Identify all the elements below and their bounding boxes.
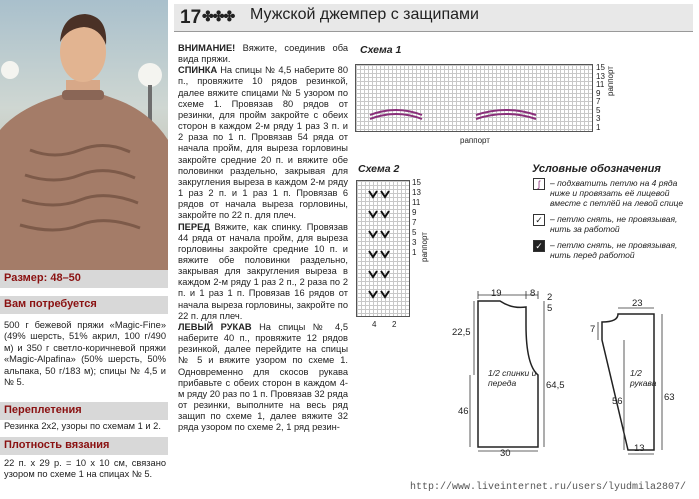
- legend-item-1: – подхватить петлю на 4 ряда ниже и провязать её лицевой вместе с петлёй на левой спице: [550, 178, 684, 208]
- scheme2-grid: [356, 180, 410, 317]
- slip-front-icon: ✓: [533, 240, 545, 252]
- scheme2-rapport-vertical: раппорт: [420, 232, 429, 262]
- body-piece-label: 1/2 спинки и переда: [488, 368, 537, 388]
- legend-item-2: – петлю снять, не провязывая, нить за работой: [550, 214, 678, 234]
- gauge-heading: Плотность вязания: [0, 437, 168, 455]
- dim-7: 7: [590, 324, 596, 335]
- man-in-sweater-illustration: [0, 0, 168, 270]
- scheme1-row-numbers: 15 13 11 9 7 5 3 1: [596, 63, 605, 132]
- dim-2: 2: [547, 292, 553, 303]
- stitches-heading: Переплетения: [0, 402, 168, 420]
- front-label: ПЕРЕД: [178, 221, 210, 232]
- scheme2-row-numbers: 15 13 11 9 7 5 3 1: [412, 178, 421, 257]
- sleeve-piece-label: 1/2 рукава: [630, 368, 657, 388]
- materials-text: 500 г бежевой пряжи «Magic-Fine» (49% шерсть, 51% акрил, 100 г/490 м) и 350 г светло-коричневой пряжи «Magic-Alpafina» (50% шерсть, 50% альпака, 50 г/183 м); спицы № 4,5 и № 5.: [4, 320, 166, 388]
- scheme2-col-4: 4: [372, 320, 377, 329]
- front-text: Вяжите, как спинку. Провязав 44 ряда от начала пройм, для выреза горловины закройте средние 10 п. и вяжите обе половинки раздельно, закрывая для закругления выреза в каждом 2-м ряду 1 раз 2 п., 2 раза по 2 п. и 1 раз 1 п. Провязав 16 рядов от начала выреза горловины, закройте по 22 п. для плеч.: [178, 221, 348, 321]
- materials-heading: Вам потребуется: [0, 296, 168, 314]
- legend-heading: Условные обозначения: [532, 163, 661, 175]
- scheme1-rapport-horizontal: раппорт: [460, 136, 490, 145]
- dim-30: 30: [500, 448, 511, 459]
- pattern-number: 17: [180, 7, 202, 28]
- instructions-text: [178, 43, 348, 433]
- size-heading: Размер: 48–50: [0, 270, 168, 288]
- dim-56: 56: [612, 396, 623, 407]
- dim-63: 63: [664, 392, 675, 403]
- scheme1-rapport-vertical: раппорт: [606, 66, 615, 96]
- back-label: СПИНКА: [178, 65, 218, 76]
- scheme1-label: Схема 1: [360, 44, 402, 56]
- pick-up-stitch-icon: ʃ: [533, 178, 545, 190]
- scheme2-stitches: [357, 181, 409, 316]
- attention-label: ВНИМАНИЕ!: [178, 43, 236, 53]
- sleeve-text: На спицы № 4,5 наберите 40 п., провяжите 12 рядов резинкой, далее перейдите на спицы № 5 и вяжите узором по схеме 1. Одновременно для скосов рукава прибавьте с обеих сторон в каждом 4-м ряду 20 раз по 1 п. Провязав 32 ряда от резинки, выполните на весь ряд защип по схеме 1, далее вяжите 32 ряда узором по схеме 2, 1 ряд резин-: [178, 321, 348, 433]
- dim-8: 8: [530, 288, 536, 299]
- source-watermark: http://www.liveinternet.ru/users/lyudmila2807/: [410, 482, 687, 493]
- dim-13: 13: [634, 443, 645, 454]
- dim-23: 23: [632, 298, 643, 309]
- scheme1-grid: [355, 64, 593, 132]
- gauge-text: 22 п. х 29 р. = 10 х 10 см, связано узором по схеме 1 на спицах № 5.: [4, 458, 166, 480]
- back-text: На спицы № 4,5 наберите 80 п., провяжите 10 рядов резинкой, далее вяжите спицами № 5 узором по схеме 1. Провязав 80 рядов от резинки, для пройм закройте с обеих сторон в каждом 2-м ряду 1 раз 3 п. и 2 раза по 1 п. Провязав 54 ряда от начала пройм, для выреза горловины закройте средние 20 п. и вяжите обе половинки раздельно, закрывая для закругления выреза в каждом 2-м ряду 1 раз 2 п. и 1 раз 1 п. Провязав 6 рядов от начала выреза горловины, закройте по 22 п. для плеч.: [178, 65, 348, 221]
- legend-item-3: – петлю снять, не провязывая, нить перед работой: [550, 240, 678, 260]
- dim-5: 5: [547, 303, 553, 314]
- dim-22-5: 22,5: [452, 327, 471, 338]
- model-photo: [0, 0, 168, 270]
- attention-text: Вяжите, соединив оба вида пряжи.: [178, 43, 348, 65]
- dim-64-5: 64,5: [546, 380, 565, 391]
- slip-behind-icon: ✓: [533, 214, 545, 226]
- scheme1-stitches: [356, 65, 592, 131]
- scheme2-label: Схема 2: [358, 163, 400, 175]
- sleeve-label: ЛЕВЫЙ РУКАВ: [178, 321, 252, 332]
- dim-46: 46: [458, 406, 469, 417]
- pattern-title: Мужской джемпер с защипами: [250, 6, 479, 23]
- stitches-text: Резинка 2х2, узоры по схемам 1 и 2.: [4, 421, 161, 431]
- scheme2-col-2: 2: [392, 320, 397, 329]
- ornament: ✤✤✤: [202, 8, 235, 24]
- dim-19: 19: [491, 288, 502, 299]
